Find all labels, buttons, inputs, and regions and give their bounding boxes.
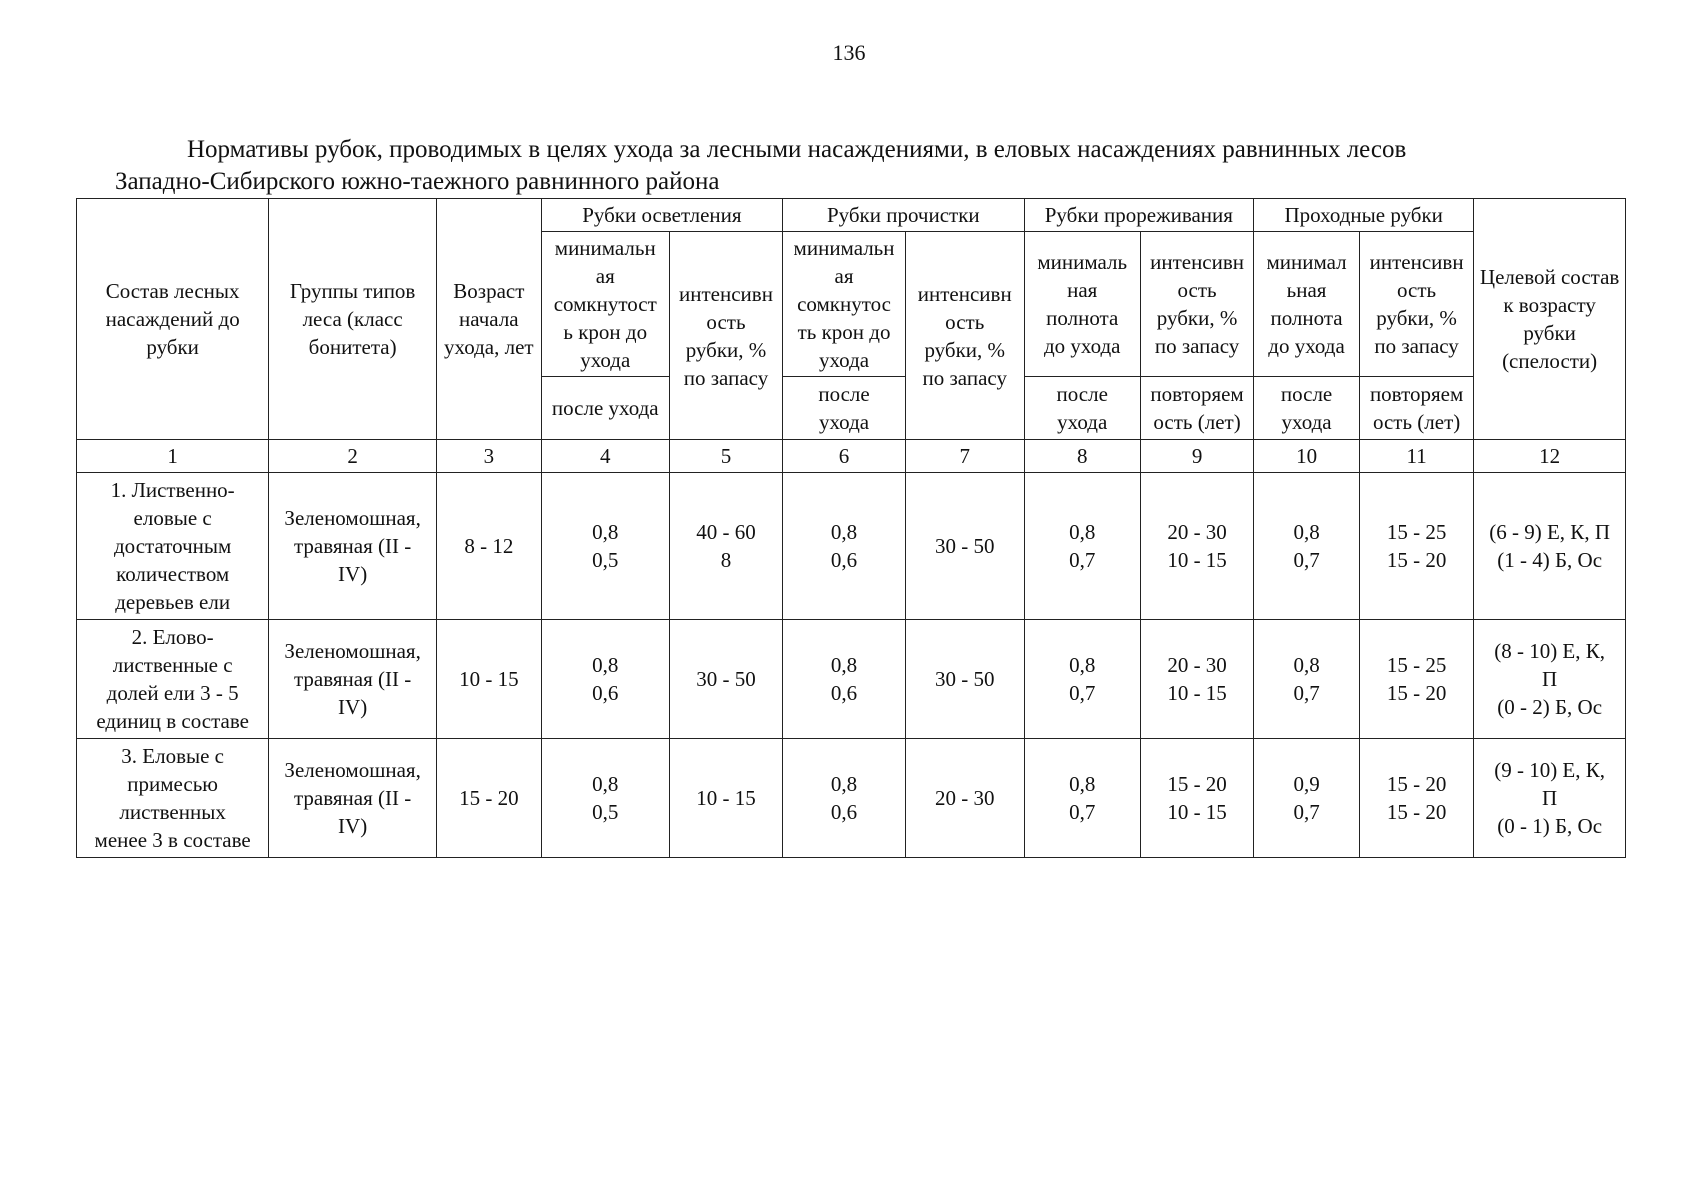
column-number: 3 bbox=[436, 440, 541, 473]
header-col5: интенсивн ость рубки, % по запасу bbox=[669, 232, 782, 440]
cell-composition: 1. Лиственно- еловые с достаточным количеством деревьев ели bbox=[77, 473, 269, 620]
header-col10-top: минимал ьная полнота до ухода bbox=[1254, 232, 1360, 377]
document-title bbox=[115, 134, 1610, 198]
column-number: 12 bbox=[1474, 440, 1626, 473]
cell-col10: 0,8 0,7 bbox=[1254, 620, 1360, 739]
cell-col11: 15 - 25 15 - 20 bbox=[1359, 620, 1473, 739]
cell-col7: 30 - 50 bbox=[905, 620, 1024, 739]
cell-composition: 3. Еловые с примесью лиственных менее 3 в составе bbox=[77, 739, 269, 858]
header-forest-type: Группы типов леса (класс бонитета) bbox=[269, 199, 437, 440]
column-number: 4 bbox=[541, 440, 669, 473]
header-col8-bottom: после ухода bbox=[1024, 377, 1140, 440]
header-group-prorezhivanie: Рубки прореживания bbox=[1024, 199, 1254, 232]
cell-col11: 15 - 20 15 - 20 bbox=[1359, 739, 1473, 858]
norms-table bbox=[76, 198, 1626, 858]
column-number: 5 bbox=[669, 440, 782, 473]
table-row bbox=[77, 739, 1626, 858]
header-col11-bottom: повторяем ость (лет) bbox=[1359, 377, 1473, 440]
column-number: 2 bbox=[269, 440, 437, 473]
cell-col4: 0,8 0,6 bbox=[541, 620, 669, 739]
header-composition: Состав лесных насаждений до рубки bbox=[77, 199, 269, 440]
cell-composition: 2. Елово- лиственные с долей ели 3 - 5 единиц в составе bbox=[77, 620, 269, 739]
title-line-2: Западно-Сибирского южно-таежного равнинного района bbox=[115, 168, 720, 195]
title-line-1: Нормативы рубок, проводимых в целях ухода за лесными насаждениями, в еловых насаждениях равнинных лесов bbox=[187, 136, 1407, 163]
cell-start-age: 15 - 20 bbox=[436, 739, 541, 858]
column-number: 8 bbox=[1024, 440, 1140, 473]
cell-col4: 0,8 0,5 bbox=[541, 473, 669, 620]
header-col9-bottom: повторяем ость (лет) bbox=[1140, 377, 1253, 440]
cell-col7: 30 - 50 bbox=[905, 473, 1024, 620]
cell-col6: 0,8 0,6 bbox=[783, 473, 906, 620]
table-row bbox=[77, 620, 1626, 739]
header-row-groups bbox=[77, 199, 1626, 232]
table-row bbox=[77, 473, 1626, 620]
column-number: 6 bbox=[783, 440, 906, 473]
page-number: 136 bbox=[832, 40, 866, 65]
header-group-osvetlenie: Рубки осветления bbox=[541, 199, 782, 232]
column-numbers-row bbox=[77, 440, 1626, 473]
cell-start-age: 10 - 15 bbox=[436, 620, 541, 739]
column-number: 7 bbox=[905, 440, 1024, 473]
cell-col9: 20 - 30 10 - 15 bbox=[1140, 620, 1253, 739]
column-number: 10 bbox=[1254, 440, 1360, 473]
cell-target: (8 - 10) Е, К, П (0 - 2) Б, Ос bbox=[1474, 620, 1626, 739]
header-group-prochistki: Рубки прочистки bbox=[783, 199, 1024, 232]
column-number: 11 bbox=[1359, 440, 1473, 473]
header-col11-top: интенсивн ость рубки, % по запасу bbox=[1359, 232, 1473, 377]
header-col4-bottom: после ухода bbox=[541, 377, 669, 440]
cell-forest-type: Зеленомошная, травяная (II - IV) bbox=[269, 473, 437, 620]
cell-col5: 40 - 60 8 bbox=[669, 473, 782, 620]
cell-col6: 0,8 0,6 bbox=[783, 739, 906, 858]
column-number: 9 bbox=[1140, 440, 1253, 473]
header-target-composition: Целевой состав к возрасту рубки (спелости) bbox=[1474, 199, 1626, 440]
header-col10-bottom: после ухода bbox=[1254, 377, 1360, 440]
header-col6-bottom: после ухода bbox=[783, 377, 906, 440]
cell-col5: 10 - 15 bbox=[669, 739, 782, 858]
cell-col10: 0,8 0,7 bbox=[1254, 473, 1360, 620]
header-col4-top: минимальн ая сомкнутост ь крон до ухода bbox=[541, 232, 669, 377]
header-col6-top: минимальн ая сомкнутос ть крон до ухода bbox=[783, 232, 906, 377]
cell-col11: 15 - 25 15 - 20 bbox=[1359, 473, 1473, 620]
cell-col8: 0,8 0,7 bbox=[1024, 473, 1140, 620]
cell-target: (9 - 10) Е, К, П (0 - 1) Б, Ос bbox=[1474, 739, 1626, 858]
cell-col7: 20 - 30 bbox=[905, 739, 1024, 858]
header-col7: интенсивн ость рубки, % по запасу bbox=[905, 232, 1024, 440]
header-col8-top: минималь ная полнота до ухода bbox=[1024, 232, 1140, 377]
cell-start-age: 8 - 12 bbox=[436, 473, 541, 620]
cell-col9: 15 - 20 10 - 15 bbox=[1140, 739, 1253, 858]
cell-target: (6 - 9) Е, К, П (1 - 4) Б, Ос bbox=[1474, 473, 1626, 620]
cell-col8: 0,8 0,7 bbox=[1024, 739, 1140, 858]
column-number: 1 bbox=[77, 440, 269, 473]
cell-col8: 0,8 0,7 bbox=[1024, 620, 1140, 739]
header-group-prokhodnye: Проходные рубки bbox=[1254, 199, 1474, 232]
header-col9-top: интенсивн ость рубки, % по запасу bbox=[1140, 232, 1253, 377]
cell-forest-type: Зеленомошная, травяная (II - IV) bbox=[269, 620, 437, 739]
cell-col4: 0,8 0,5 bbox=[541, 739, 669, 858]
cell-col10: 0,9 0,7 bbox=[1254, 739, 1360, 858]
cell-col6: 0,8 0,6 bbox=[783, 620, 906, 739]
cell-forest-type: Зеленомошная, травяная (II - IV) bbox=[269, 739, 437, 858]
header-start-age: Возраст начала ухода, лет bbox=[436, 199, 541, 440]
cell-col5: 30 - 50 bbox=[669, 620, 782, 739]
cell-col9: 20 - 30 10 - 15 bbox=[1140, 473, 1253, 620]
